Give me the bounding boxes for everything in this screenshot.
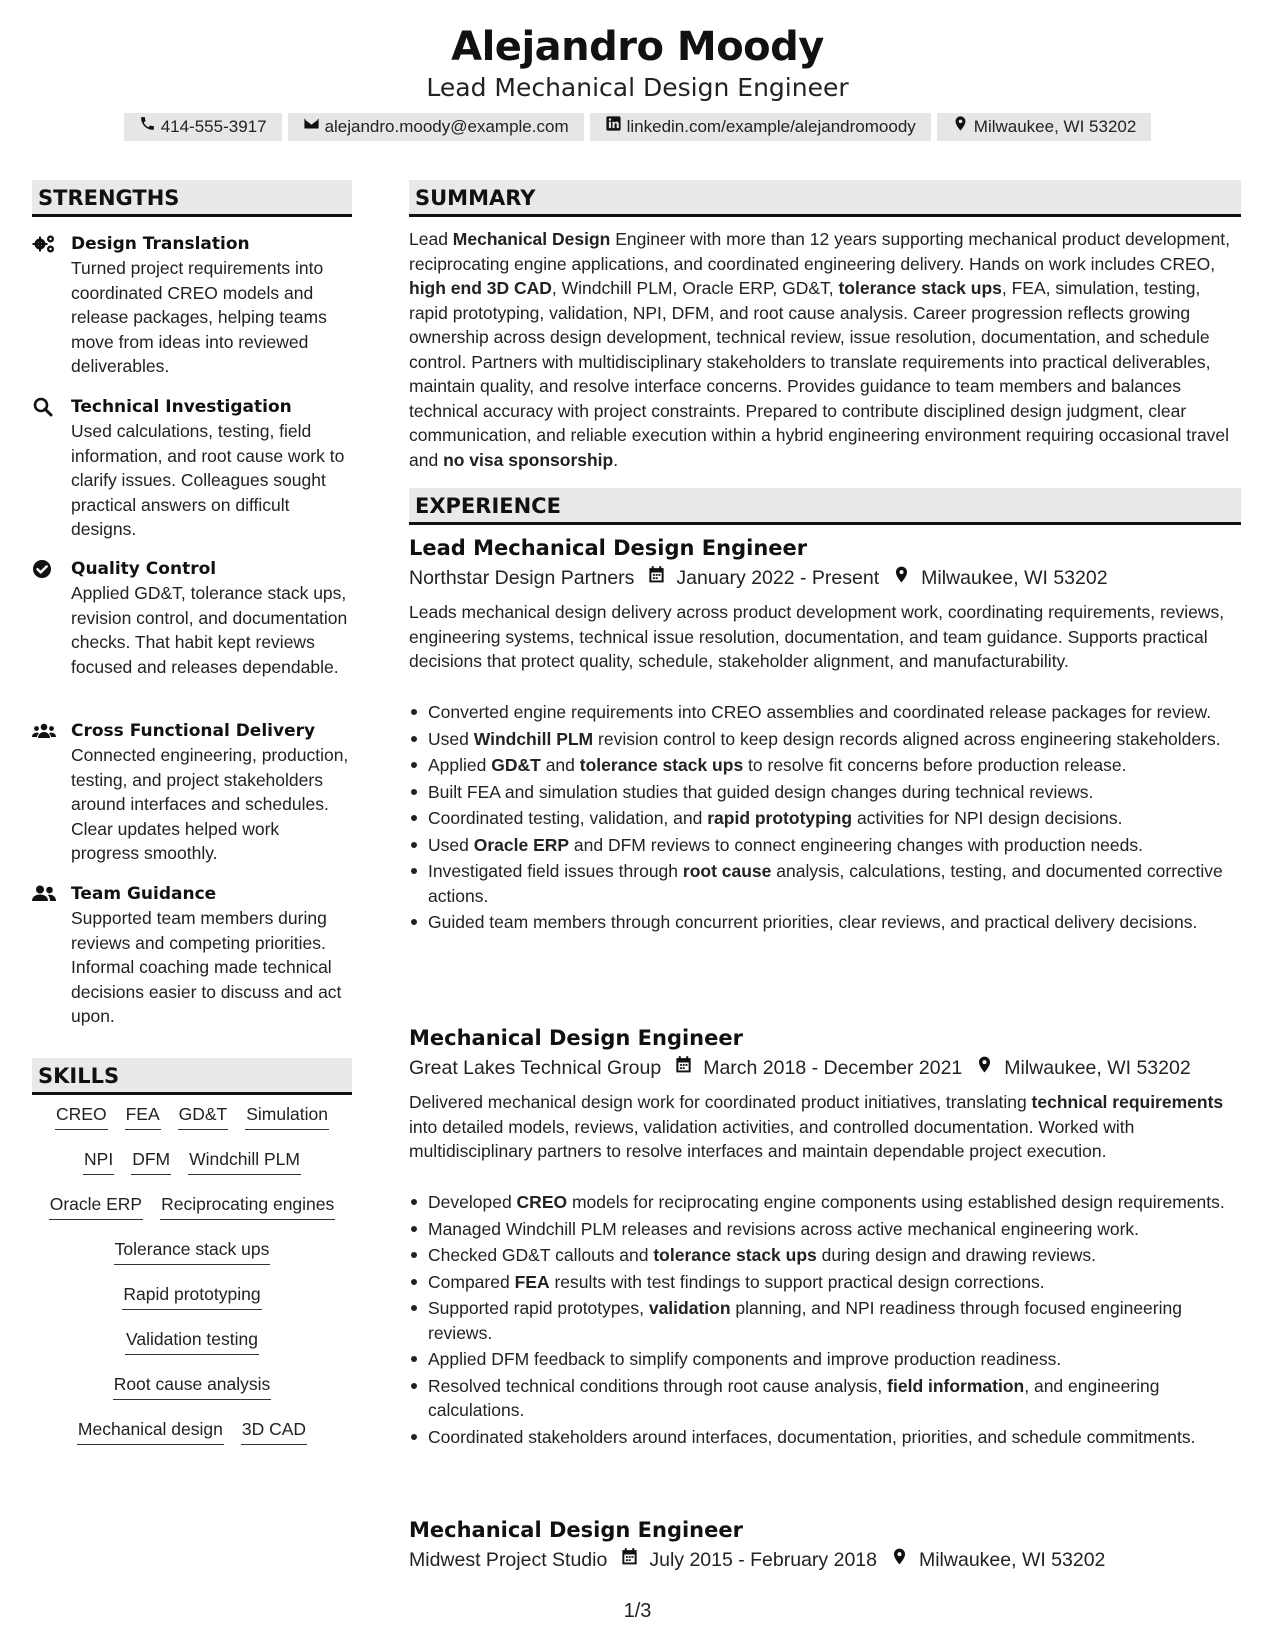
body-text: Engineer with more than 12 years supporting mechanical product development, reciprocating engine applications, and coordinated engineering delivery. Hands on work includes CREO,: [409, 229, 1231, 274]
bullet-item: [409, 1425, 1239, 1450]
bullet-item: [409, 1190, 1239, 1215]
body-text: Coordinated testing, validation, and: [428, 808, 708, 828]
job-dates: January 2022 - Present: [676, 567, 880, 589]
job-location: Milwaukee, WI 53202: [918, 1549, 1106, 1571]
contact-email[interactable]: [288, 113, 584, 141]
skill-tag: Validation testing: [125, 1326, 259, 1355]
bullet-item: [409, 753, 1239, 778]
map-pin-icon: [962, 1054, 1004, 1082]
body-text: activities for NPI design decisions.: [852, 808, 1123, 828]
strength-desc: Turned project requirements into coordinated CREO models and release packages, helping teams move from ideas into reviewed deliverables.: [71, 258, 327, 376]
job-meta: [409, 1546, 1105, 1574]
strength-item: [32, 557, 352, 679]
skill-tag: Mechanical design: [77, 1416, 224, 1445]
summary-heading: SUMMARY: [409, 180, 1241, 217]
page-number: 1/3: [623, 1600, 652, 1622]
body-text: , FEA, simulation, testing, rapid prototyping, validation, NPI, DFM, and root cause analysis. Career progression reflects growing ownership across design development, technical review, issue resolution, documentation, and schedule control. Partners with multidisciplinary stakeholders to translate requirements into practical deliverables, maintain quality, and resolve interface concerns. Provides guidance to team members and balances technical accuracy with project constraints. Prepared to contribute disciplined design judgment, clear communication, and reliable execution within a hybrid engineering environment requiring occasional travel and: [409, 278, 1230, 470]
body-text: Guided team members through concurrent priorities, clear reviews, and practical delivery decisions.: [428, 912, 1198, 932]
job-bullets: [409, 1190, 1239, 1451]
candidate-name: Alejandro Moody: [451, 24, 824, 70]
skill-tag: NPI: [83, 1146, 114, 1175]
strength-desc: Connected engineering, production, testing, and project stakeholders around interfaces and schedules. Clear updates helped work progress smoothly.: [71, 745, 349, 863]
gears-icon: [32, 234, 56, 254]
bullet-item: [409, 727, 1239, 752]
contact-phone: [124, 113, 282, 141]
body-text: Used: [428, 728, 474, 749]
job-location: Milwaukee, WI 53202: [1004, 1057, 1191, 1079]
skill-tag: FEA: [125, 1101, 161, 1130]
strength-title: Team Guidance: [71, 884, 217, 904]
experience-heading: EXPERIENCE: [409, 488, 1241, 525]
candidate-title: Lead Mechanical Design Engineer: [426, 73, 849, 102]
emphasis-text: rapid prototyping: [707, 808, 853, 828]
emphasis-text: Mechanical Design: [452, 229, 611, 249]
contact-bar: [0, 113, 1275, 141]
emphasis-text: tolerance stack ups: [579, 755, 744, 775]
body-text: to resolve fit concerns before production release.: [743, 755, 1127, 775]
body-text: Applied: [428, 755, 492, 775]
phone-icon: [139, 113, 161, 141]
envelope-icon: [303, 113, 325, 141]
body-text: planning, and NPI readiness through focused engineering reviews.: [428, 1298, 1182, 1343]
skill-row: [32, 1281, 352, 1326]
body-text: analysis, calculations, testing, and documented corrective actions.: [428, 861, 1223, 906]
strength-item: [32, 232, 352, 379]
body-text: Applied DFM feedback to simplify components and improve production readiness.: [428, 1349, 1062, 1369]
body-text: Supported rapid prototypes,: [428, 1298, 649, 1318]
skill-row: [32, 1416, 352, 1461]
body-text: and: [540, 755, 580, 775]
skill-tag: Windchill PLM: [188, 1146, 301, 1175]
emphasis-text: tolerance stack ups: [838, 278, 1002, 298]
emphasis-text: validation: [648, 1298, 731, 1318]
skill-tag: Oracle ERP: [49, 1191, 143, 1220]
body-text: into detailed models, reviews, validation activities, and controlled documentation. Worked with multidisciplinary partners to resolve interfaces and maintain dependable project execution.: [409, 1116, 1135, 1161]
summary-text: [409, 227, 1239, 472]
map-pin-icon: [877, 1546, 919, 1574]
skill-tag: Reciprocating engines: [160, 1191, 335, 1220]
job-title: Lead Mechanical Design Engineer: [409, 536, 808, 560]
contact-phone-text: 414-555-3917: [160, 117, 267, 136]
strengths-heading: STRENGTHS: [32, 180, 352, 217]
job-title: Mechanical Design Engineer: [409, 1518, 743, 1542]
bullet-item: [409, 806, 1239, 831]
skill-row: [32, 1326, 352, 1371]
calendar-icon: [607, 1546, 649, 1574]
contact-email-text: alejandro.moody@example.com: [324, 117, 569, 136]
resume-header: [0, 22, 1275, 104]
body-text: and DFM reviews to connect engineering changes with production needs.: [569, 834, 1143, 855]
bullet-item: [409, 1347, 1239, 1372]
skill-tag: CREO: [55, 1101, 108, 1130]
map-pin-icon: [879, 564, 921, 592]
strength-title: Technical Investigation: [71, 397, 292, 417]
skill-tag: 3D CAD: [241, 1416, 307, 1445]
check-circle-icon: [32, 559, 56, 579]
skills-list: [32, 1101, 352, 1461]
body-text: Resolved technical conditions through root cause analysis,: [428, 1375, 888, 1396]
body-text: results with test findings to support practical design corrections.: [549, 1271, 1045, 1292]
job-title: Mechanical Design Engineer: [409, 1026, 743, 1050]
bullet-item: [409, 910, 1239, 935]
bullet-item: [409, 700, 1239, 725]
body-text: models for reciprocating engine components using established design requirements.: [567, 1192, 1225, 1212]
strength-desc: Used calculations, testing, field information, and root cause work to clarify issues. Colleagues sought practical answers on difficult designs.: [71, 421, 345, 539]
skill-row: [32, 1146, 352, 1191]
emphasis-text: technical requirements: [1031, 1092, 1224, 1112]
contact-linkedin-text: linkedin.com/example/alejandromoody: [626, 117, 916, 136]
strength-title: Cross Functional Delivery: [71, 721, 316, 741]
bullet-item: [409, 1243, 1239, 1268]
body-text: Leads mechanical design delivery across product development work, coordinating requirements, reviews, engineering systems, technical issue resolution, documentation, and team guidance. Supports practical decisions that protect quality, schedule, stakeholder alignment, and manufacturability.: [409, 602, 1225, 671]
emphasis-text: Windchill PLM: [473, 728, 594, 749]
emphasis-text: GD&T: [491, 755, 541, 775]
user-group-icon: [32, 884, 56, 904]
job-description: [409, 1090, 1239, 1164]
emphasis-text: no visa sponsorship: [443, 449, 614, 470]
strength-item: [32, 395, 352, 542]
contact-linkedin[interactable]: [590, 113, 931, 141]
job-bullets: [409, 700, 1239, 937]
job-meta: [409, 564, 1108, 592]
job-dates: March 2018 - December 2021: [703, 1057, 963, 1079]
skill-tag: Simulation: [245, 1101, 329, 1130]
body-text: Compared: [428, 1271, 515, 1292]
body-text: , and engineering calculations.: [428, 1375, 1160, 1420]
emphasis-text: CREO: [516, 1192, 568, 1212]
strength-title: Quality Control: [71, 559, 217, 579]
skill-tag: Rapid prototyping: [122, 1281, 261, 1310]
map-pin-icon: [952, 113, 974, 141]
bullet-item: [409, 1296, 1239, 1345]
bullet-item: [409, 1270, 1239, 1295]
emphasis-text: Oracle ERP: [473, 834, 570, 855]
search-icon: [32, 397, 56, 417]
contact-location-text: Milwaukee, WI 53202: [973, 117, 1137, 136]
strength-title: Design Translation: [71, 234, 250, 254]
body-text: , Windchill PLM, Oracle ERP, GD&T,: [551, 278, 839, 298]
contact-location: [937, 113, 1152, 141]
body-text: Developed: [428, 1192, 517, 1212]
body-text: Converted engine requirements into CREO assemblies and coordinated release packages for review.: [428, 702, 1212, 722]
emphasis-text: tolerance stack ups: [653, 1245, 817, 1265]
job-description: [409, 600, 1239, 674]
skill-tag: GD&T: [178, 1101, 229, 1130]
body-text: Used: [428, 834, 474, 855]
body-text: revision control to keep design records aligned across engineering stakeholders.: [593, 728, 1221, 749]
bullet-item: [409, 859, 1239, 908]
skill-tag: Root cause analysis: [113, 1371, 272, 1400]
body-text: .: [613, 449, 619, 470]
body-text: Checked GD&T callouts and: [428, 1245, 654, 1265]
job-meta: [409, 1054, 1191, 1082]
strength-item: [32, 719, 352, 866]
skill-row: [32, 1191, 352, 1236]
bullet-item: [409, 833, 1239, 858]
body-text: Coordinated stakeholders around interfaces, documentation, priorities, and schedule commitments.: [428, 1426, 1196, 1447]
calendar-icon: [661, 1054, 703, 1082]
body-text: Lead: [409, 229, 453, 249]
company-name: Midwest Project Studio: [409, 1549, 608, 1571]
skill-row: [32, 1101, 352, 1146]
strength-desc: Applied GD&T, tolerance stack ups, revision control, and documentation checks. That habit kept reviews focused and releases dependable.: [71, 583, 348, 677]
company-name: Northstar Design Partners: [409, 567, 635, 589]
body-text: Managed Windchill PLM releases and revisions across active mechanical engineering work.: [428, 1218, 1140, 1239]
body-text: Investigated field issues through: [428, 861, 683, 881]
calendar-icon: [634, 564, 676, 592]
job-dates: July 2015 - February 2018: [649, 1549, 877, 1571]
body-text: during design and drawing reviews.: [816, 1245, 1096, 1265]
emphasis-text: FEA: [514, 1271, 550, 1292]
users-icon: [32, 721, 56, 741]
skill-row: [32, 1371, 352, 1416]
skills-heading: SKILLS: [32, 1058, 352, 1095]
strength-desc: Supported team members during reviews and competing priorities. Informal coaching made technical decisions easier to discuss and act upon.: [71, 908, 342, 1026]
emphasis-text: high end 3D CAD: [409, 278, 552, 298]
body-text: Built FEA and simulation studies that guided design changes during technical reviews.: [428, 781, 1094, 802]
company-name: Great Lakes Technical Group: [409, 1057, 662, 1079]
strength-item: [32, 882, 352, 1029]
skill-tag: Tolerance stack ups: [114, 1236, 271, 1265]
emphasis-text: root cause: [682, 861, 772, 881]
bullet-item: [409, 1217, 1239, 1242]
emphasis-text: field information: [887, 1375, 1025, 1396]
skill-tag: DFM: [131, 1146, 171, 1175]
linkedin-icon: [605, 113, 627, 141]
bullet-item: [409, 1374, 1239, 1423]
job-location: Milwaukee, WI 53202: [921, 567, 1108, 589]
body-text: Delivered mechanical design work for coordinated product initiatives, translating: [409, 1092, 1032, 1112]
skill-row: [32, 1236, 352, 1281]
bullet-item: [409, 780, 1239, 805]
